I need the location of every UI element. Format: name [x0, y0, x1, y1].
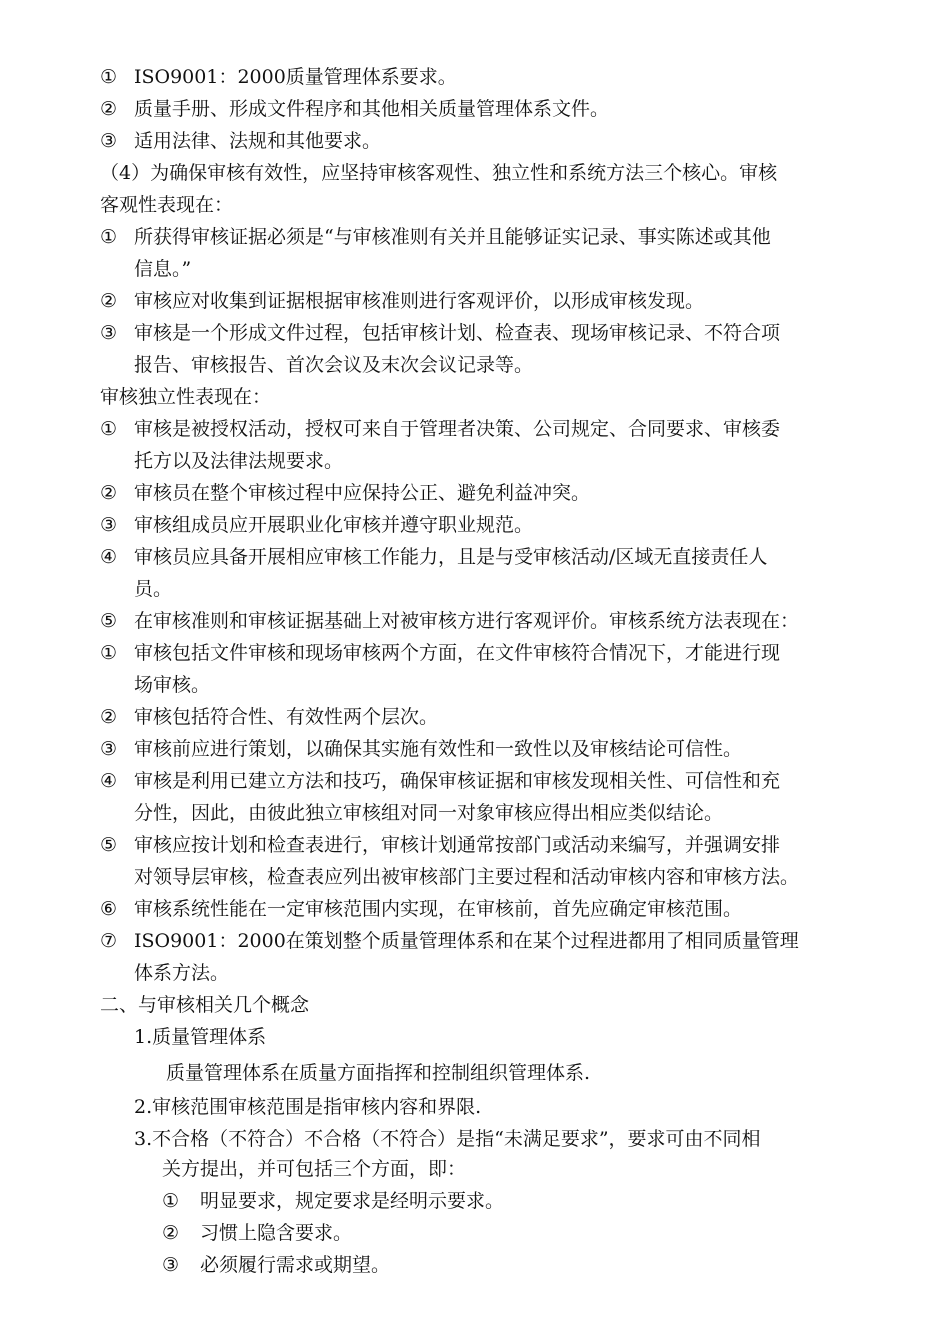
paragraph-line: （4）为确保审核有效性，应坚持审核客观性、独立性和系统方法三个核心。审核	[100, 162, 778, 184]
list-text-continued: 报告、审核报告、首次会议及末次会议记录等。	[134, 354, 534, 376]
list-marker: ③	[100, 738, 118, 760]
list-text-continued: 信息。”	[134, 258, 192, 280]
list-item	[100, 542, 767, 572]
list-marker: ①	[100, 418, 118, 440]
list-item	[100, 318, 780, 348]
concept-title: 1.质量管理体系	[134, 1026, 267, 1048]
list-text: ISO9001：2000在策划整个质量管理体系和在某个过程进都用了相同质量管理	[134, 930, 799, 952]
section-heading: 审核独立性表现在：	[100, 386, 272, 408]
list-marker: ①	[100, 226, 118, 248]
list-marker: ⑥	[100, 898, 118, 920]
list-item	[100, 94, 609, 124]
concept-title: 2.审核范围审核范围是指审核内容和界限.	[134, 1096, 482, 1118]
list-item	[100, 222, 771, 252]
list-item	[100, 478, 590, 508]
list-text: 审核员应具备开展相应审核工作能力，且是与受审核活动/区域无直接责任人	[134, 546, 768, 568]
list-item	[100, 638, 780, 668]
list-marker: ④	[100, 546, 118, 568]
list-marker: ②	[100, 706, 118, 728]
list-marker: ③	[100, 514, 118, 536]
list-text: 审核前应进行策划，以确保其实施有效性和一致性以及审核结论可信性。	[134, 738, 743, 760]
list-item	[100, 734, 742, 764]
list-text: 审核应按计划和检查表进行，审核计划通常按部门或活动来编写，并强调安排	[134, 834, 781, 856]
list-item	[162, 1218, 352, 1248]
list-item	[100, 830, 780, 860]
list-text: 在审核准则和审核证据基础上对被审核方进行客观评价。审核系统方法表现在：	[134, 610, 800, 632]
list-text-continued: 体系方法。	[134, 962, 230, 984]
list-text-continued: 员。	[134, 578, 173, 600]
list-text: 审核员在整个审核过程中应保持公正、避免利益冲突。	[134, 482, 591, 504]
list-text-continued: 托方以及法律法规要求。	[134, 450, 344, 472]
list-marker: ①	[100, 642, 118, 664]
list-text: 审核组成员应开展职业化审核并遵守职业规范。	[134, 514, 534, 536]
list-text: 必须履行需求或期望。	[200, 1254, 391, 1276]
list-marker: ③	[100, 130, 118, 152]
list-text: 审核是利用已建立方法和技巧，确保审核证据和审核发现相关性、可信性和充	[134, 770, 781, 792]
list-item	[100, 62, 457, 92]
list-marker: ②	[100, 482, 118, 504]
list-text-continued: 分性，因此，由彼此独立审核组对同一对象审核应得出相应类似结论。	[134, 802, 724, 824]
list-text: 审核包括符合性、有效性两个层次。	[134, 706, 439, 728]
list-text: 审核系统性能在一定审核范围内实现，在审核前，首先应确定审核范围。	[134, 898, 743, 920]
list-item	[100, 510, 533, 540]
list-marker: ⑦	[100, 930, 118, 952]
list-item	[162, 1250, 390, 1280]
list-marker: ⑤	[100, 610, 118, 632]
list-marker: ①	[162, 1190, 180, 1212]
list-item	[100, 286, 704, 316]
list-item	[100, 414, 780, 444]
concept-text-continued: 关方提出，并可包括三个方面，即：	[162, 1158, 467, 1180]
list-marker: ②	[100, 98, 118, 120]
list-marker: ②	[162, 1222, 180, 1244]
list-text: 所获得审核证据必须是“与审核准则有关并且能够证实记录、事实陈述或其他	[134, 226, 771, 248]
list-text: 明显要求，规定要求是经明示要求。	[200, 1190, 505, 1212]
list-item	[100, 126, 381, 156]
list-text: 质量手册、形成文件程序和其他相关质量管理体系文件。	[134, 98, 610, 120]
list-text: 审核应对收集到证据根据审核准则进行客观评价，以形成审核发现。	[134, 290, 705, 312]
list-text: 适用法律、法规和其他要求。	[134, 130, 382, 152]
list-marker: ①	[100, 66, 118, 88]
list-text-continued: 对领导层审核，检查表应列出被审核部门主要过程和活动审核内容和审核方法。	[134, 866, 800, 888]
list-text: 审核是一个形成文件过程，包括审核计划、检查表、现场审核记录、不符合项	[134, 322, 781, 344]
list-text: 审核包括文件审核和现场审核两个方面，在文件审核符合情况下，才能进行现	[134, 642, 781, 664]
section-heading: 二、与审核相关几个概念	[100, 994, 310, 1016]
list-text: 习惯上隐含要求。	[200, 1222, 353, 1244]
list-marker: ③	[100, 322, 118, 344]
list-item	[100, 894, 742, 924]
list-marker: ②	[100, 290, 118, 312]
concept-title: 3.不合格（不符合）不合格（不符合）是指“未满足要求”，要求可由不同相	[134, 1128, 761, 1150]
list-text-continued: 场审核。	[134, 674, 211, 696]
list-item	[100, 702, 438, 732]
list-marker: ⑤	[100, 834, 118, 856]
paragraph-line: 客观性表现在：	[100, 194, 234, 216]
concept-body: 质量管理体系在质量方面指挥和控制组织管理体系.	[166, 1062, 591, 1084]
list-text: 审核是被授权活动，授权可来自于管理者决策、公司规定、合同要求、审核委	[134, 418, 781, 440]
list-marker: ③	[162, 1254, 180, 1276]
list-item	[100, 606, 799, 636]
list-item	[162, 1186, 504, 1216]
list-marker: ④	[100, 770, 118, 792]
list-text: ISO9001：2000质量管理体系要求。	[134, 66, 457, 88]
list-item	[100, 766, 780, 796]
list-item	[100, 926, 799, 956]
